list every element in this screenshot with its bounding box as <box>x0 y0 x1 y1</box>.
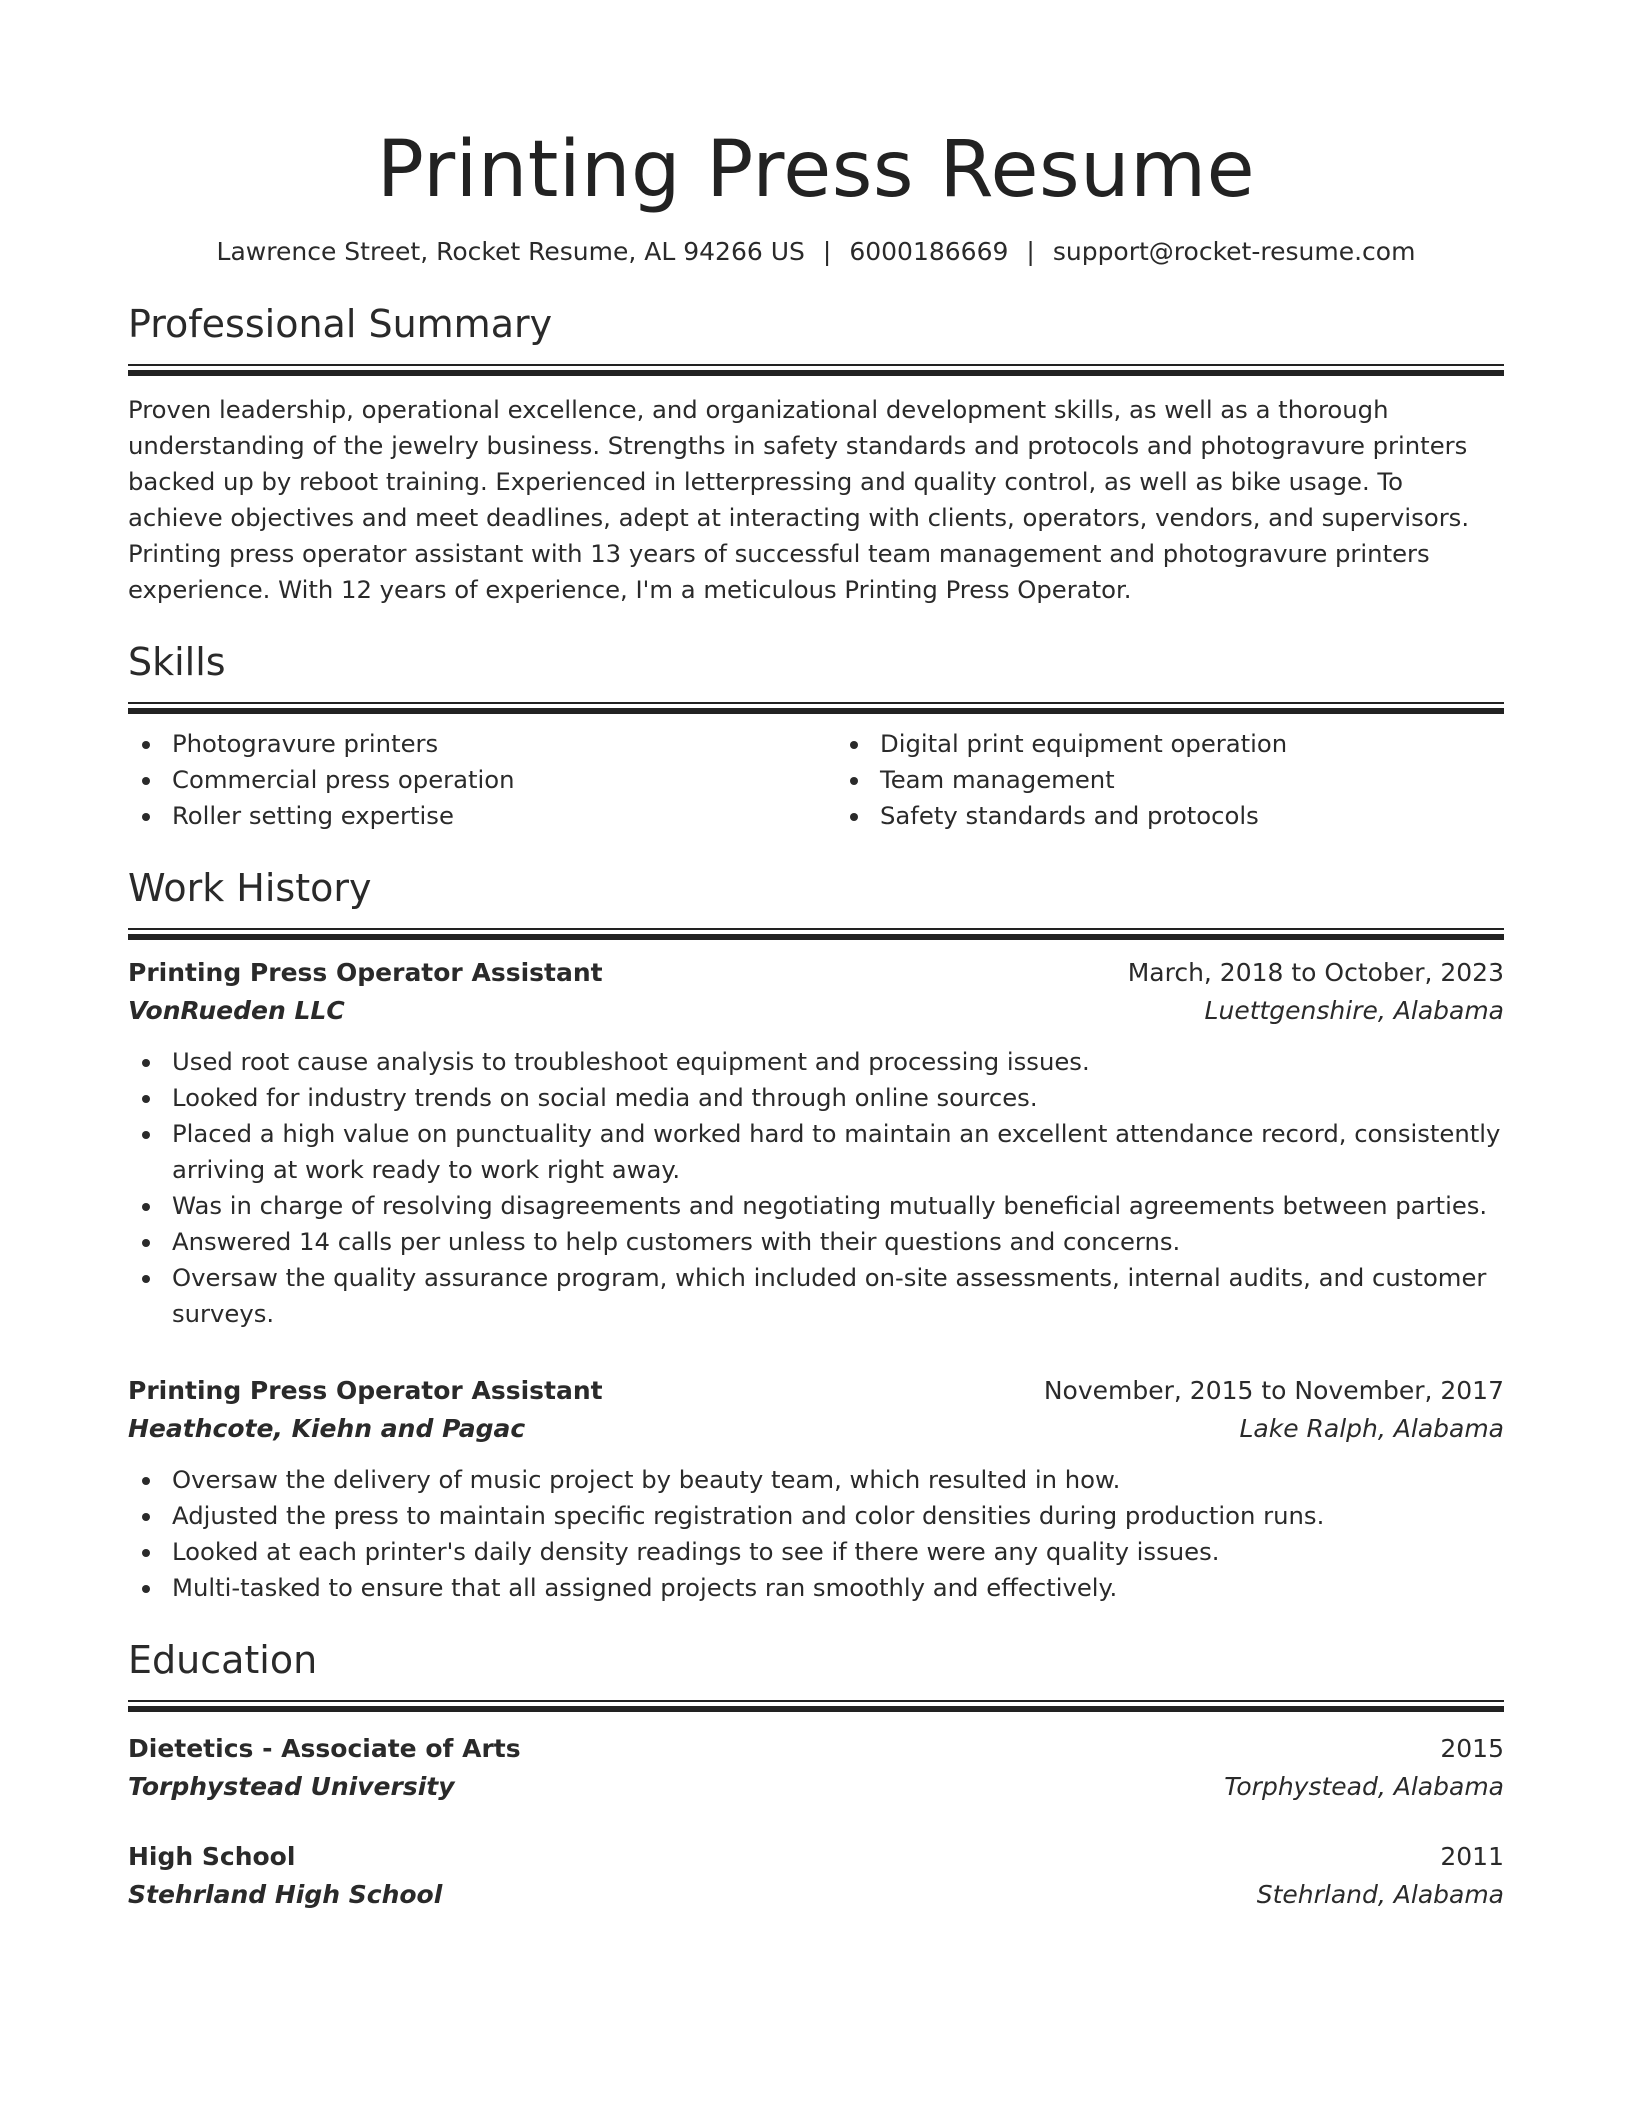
education-year: 2015 <box>1440 1734 1504 1763</box>
work-history-section <box>128 862 1504 1606</box>
job-bullet: Looked at each printer's daily density readings to see if there were any quality issues. <box>128 1534 1504 1570</box>
job-company-row <box>128 992 1504 1030</box>
section-divider <box>128 702 1504 714</box>
job-bullets <box>128 1044 1504 1332</box>
education-school: Torphystead University <box>128 1772 455 1801</box>
job-location: Luettgenshire, Alabama <box>1204 996 1504 1025</box>
job-bullet: Multi-tasked to ensure that all assigned projects ran smoothly and effectively. <box>128 1570 1504 1606</box>
contact-email: support@rocket-resume.com <box>1052 237 1416 266</box>
section-divider <box>128 928 1504 940</box>
skills-grid <box>128 726 1504 834</box>
job-entry <box>128 954 1504 1332</box>
job-bullet: Looked for industry trends on social media and through online sources. <box>128 1080 1504 1116</box>
skill-item: Safety standards and protocols <box>836 798 1504 834</box>
contact-address: Lawrence Street, Rocket Resume, AL 94266 US <box>216 237 805 266</box>
job-bullet: Adjusted the press to maintain specific registration and color densities during production runs. <box>128 1498 1504 1534</box>
skills-column-left <box>128 726 796 834</box>
education-heading: Education <box>128 1638 318 1682</box>
education-entry <box>128 1838 1504 1914</box>
skill-item: Roller setting expertise <box>128 798 796 834</box>
skills-column-right <box>836 726 1504 834</box>
summary-heading: Professional Summary <box>128 302 553 346</box>
job-location: Lake Ralph, Alabama <box>1239 1414 1504 1443</box>
section-divider <box>128 1700 1504 1712</box>
summary-text: Proven leadership, operational excellence, and organizational development skills, as well as a thorough understanding of the jewelry business. Strengths in safety standards and protocols and photogravure printers backed up by reboot training. Experienced in letterpressing and quality control, as well as bike usage. To achieve objectives and meet deadlines, adept at interacting with clients, operators, vendors, and supervisors. Printing press operator assistant with 13 years of successful team management and photogravure printers experience. With 12 years of experience, I'm a meticulous Printing Press Operator. <box>128 395 1470 604</box>
education-location: Stehrland, Alabama <box>1256 1880 1504 1909</box>
job-entry <box>128 1372 1504 1606</box>
contact-separator: | <box>1026 237 1035 266</box>
skill-item: Team management <box>836 762 1504 798</box>
job-header-row <box>128 1372 1504 1410</box>
education-school-row <box>128 1876 1504 1914</box>
education-location: Torphystead, Alabama <box>1224 1772 1504 1801</box>
education-school-row <box>128 1768 1504 1806</box>
education-entry <box>128 1730 1504 1806</box>
work-history-heading: Work History <box>128 866 372 910</box>
education-header-row <box>128 1838 1504 1876</box>
section-divider <box>128 364 1504 376</box>
job-title: Printing Press Operator Assistant <box>128 1376 603 1405</box>
skill-item: Digital print equipment operation <box>836 726 1504 762</box>
education-header-row <box>128 1730 1504 1768</box>
education-degree: High School <box>128 1842 296 1871</box>
job-bullet: Placed a high value on punctuality and worked hard to maintain an excellent attendance record, consistently arriving at work ready to work right away. <box>128 1116 1504 1188</box>
job-bullets <box>128 1462 1504 1606</box>
job-company: VonRueden LLC <box>128 996 345 1025</box>
job-company: Heathcote, Kiehn and Pagac <box>128 1414 526 1443</box>
summary-section <box>128 298 1504 608</box>
job-company-row <box>128 1410 1504 1448</box>
contact-line <box>128 234 1504 270</box>
skill-item: Commercial press operation <box>128 762 796 798</box>
job-dates: March, 2018 to October, 2023 <box>1127 958 1504 987</box>
resume-title: Printing Press Resume <box>376 125 1256 215</box>
job-bullet: Oversaw the quality assurance program, which included on-site assessments, internal audits, and customer surveys. <box>128 1260 1504 1332</box>
job-bullet: Oversaw the delivery of music project by beauty team, which resulted in how. <box>128 1462 1504 1498</box>
job-title: Printing Press Operator Assistant <box>128 958 603 987</box>
job-header-row <box>128 954 1504 992</box>
skill-item: Photogravure printers <box>128 726 796 762</box>
education-section <box>128 1634 1504 1914</box>
job-bullet: Used root cause analysis to troubleshoot equipment and processing issues. <box>128 1044 1504 1080</box>
job-bullet: Answered 14 calls per unless to help customers with their questions and concerns. <box>128 1224 1504 1260</box>
contact-phone: 6000186669 <box>849 237 1009 266</box>
education-school: Stehrland High School <box>128 1880 443 1909</box>
job-bullet: Was in charge of resolving disagreements and negotiating mutually beneficial agreements between parties. <box>128 1188 1504 1224</box>
education-degree: Dietetics - Associate of Arts <box>128 1734 521 1763</box>
skills-heading: Skills <box>128 640 226 684</box>
job-dates: November, 2015 to November, 2017 <box>1043 1376 1504 1405</box>
skills-section <box>128 636 1504 834</box>
contact-separator: | <box>822 237 832 266</box>
education-year: 2011 <box>1440 1842 1504 1871</box>
